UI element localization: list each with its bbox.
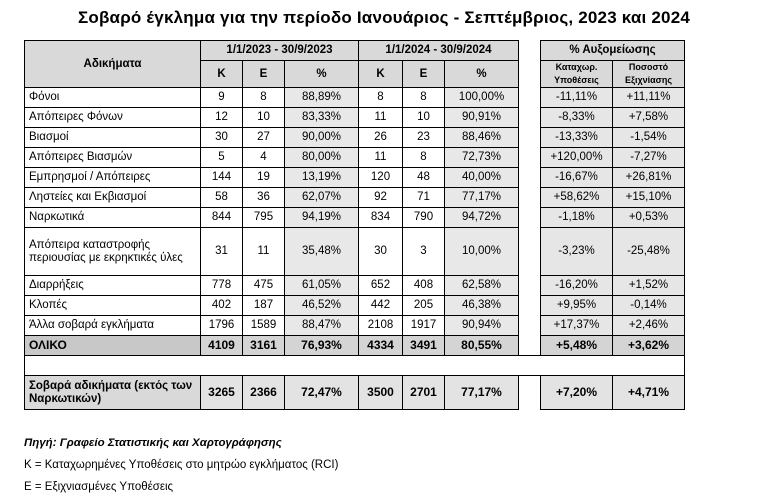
cell-e24: 48 xyxy=(403,168,445,188)
cell-change-solved: -1,54% xyxy=(613,128,685,148)
cell-change-solved: -7,27% xyxy=(613,148,685,168)
offence-name: Φόνοι xyxy=(25,88,201,108)
table-row xyxy=(25,296,685,316)
cell-e24: 205 xyxy=(403,296,445,316)
cell-p24: 10,00% xyxy=(445,228,519,276)
table-row xyxy=(25,336,685,356)
cell-p24: 46,38% xyxy=(445,296,519,316)
cell-p24: 62,58% xyxy=(445,276,519,296)
cell-e23: 11 xyxy=(243,228,285,276)
header-e-2024: Ε xyxy=(403,61,445,88)
cell-k23: 778 xyxy=(201,276,243,296)
cell-e24: 408 xyxy=(403,276,445,296)
offence-name: Ληστείες και Εκβιασμοί xyxy=(25,188,201,208)
cell-e24: 3 xyxy=(403,228,445,276)
table-row xyxy=(25,88,685,108)
cell-e24: 2701 xyxy=(403,376,445,410)
cell-e24: 8 xyxy=(403,148,445,168)
cell-change-solved: +7,58% xyxy=(613,108,685,128)
cell-k23: 3265 xyxy=(201,376,243,410)
cell-e23: 36 xyxy=(243,188,285,208)
offence-name: Σοβαρά αδικήματα (εκτός των Ναρκωτικών) xyxy=(25,376,201,410)
cell-e24: 790 xyxy=(403,208,445,228)
cell-e23: 3161 xyxy=(243,336,285,356)
cell-k24: 442 xyxy=(359,296,403,316)
offence-name: Απόπειρα καταστροφής περιουσίας με εκρηκτικές ύλες xyxy=(25,228,201,276)
cell-change-solved: +15,10% xyxy=(613,188,685,208)
cell-k24: 11 xyxy=(359,108,403,128)
header-change-registered: Καταχωρ. Υποθέσεις xyxy=(541,61,613,88)
cell-p24: 100,00% xyxy=(445,88,519,108)
crime-table xyxy=(24,40,685,410)
table-row xyxy=(25,148,685,168)
cell-e23: 10 xyxy=(243,108,285,128)
cell-change-solved: +2,46% xyxy=(613,316,685,336)
cell-change-solved: +11,11% xyxy=(613,88,685,108)
source-note: Πηγή: Γραφείο Στατιστικής και Χαρτογράφησης xyxy=(24,437,282,449)
table-row xyxy=(25,168,685,188)
cell-p24: 77,17% xyxy=(445,188,519,208)
table-row xyxy=(25,128,685,148)
cell-k24: 3500 xyxy=(359,376,403,410)
table-row xyxy=(25,108,685,128)
cell-change-registered: -16,67% xyxy=(541,168,613,188)
cell-k24: 4334 xyxy=(359,336,403,356)
cell-p24: 88,46% xyxy=(445,128,519,148)
cell-change-registered: -13,33% xyxy=(541,128,613,148)
cell-p23: 83,33% xyxy=(285,108,359,128)
cell-change-registered: -1,18% xyxy=(541,208,613,228)
e-legend: Ε = Εξιχνιασμένες Υποθέσεις xyxy=(24,481,174,493)
cell-change-registered: +58,62% xyxy=(541,188,613,208)
cell-p23: 88,89% xyxy=(285,88,359,108)
header-k-2024: Κ xyxy=(359,61,403,88)
table-row xyxy=(25,376,685,410)
cell-k24: 92 xyxy=(359,188,403,208)
cell-change-registered: -8,33% xyxy=(541,108,613,128)
table-row xyxy=(25,316,685,336)
cell-k23: 31 xyxy=(201,228,243,276)
cell-e23: 1589 xyxy=(243,316,285,336)
offence-name: Κλοπές xyxy=(25,296,201,316)
table-row xyxy=(25,188,685,208)
cell-k23: 58 xyxy=(201,188,243,208)
cell-change-registered: +5,48% xyxy=(541,336,613,356)
offence-name: Άλλα σοβαρά εγκλήματα xyxy=(25,316,201,336)
table-row xyxy=(25,276,685,296)
offence-name: Εμπρησμοί / Απόπειρες xyxy=(25,168,201,188)
cell-change-solved: +1,52% xyxy=(613,276,685,296)
offence-name: Απόπειρες Φόνων xyxy=(25,108,201,128)
offence-name: Διαρρήξεις xyxy=(25,276,201,296)
cell-e24: 10 xyxy=(403,108,445,128)
cell-p23: 72,47% xyxy=(285,376,359,410)
cell-p24: 90,94% xyxy=(445,316,519,336)
cell-change-registered: +7,20% xyxy=(541,376,613,410)
cell-e24: 71 xyxy=(403,188,445,208)
cell-change-registered: +17,37% xyxy=(541,316,613,336)
cell-k24: 120 xyxy=(359,168,403,188)
cell-p23: 90,00% xyxy=(285,128,359,148)
header-change: % Αυξομείωσης xyxy=(541,41,685,61)
cell-k24: 8 xyxy=(359,88,403,108)
cell-change-registered: +9,95% xyxy=(541,296,613,316)
cell-k23: 30 xyxy=(201,128,243,148)
cell-e23: 2366 xyxy=(243,376,285,410)
offence-name: Βιασμοί xyxy=(25,128,201,148)
cell-change-solved: -0,14% xyxy=(613,296,685,316)
cell-k23: 144 xyxy=(201,168,243,188)
cell-k23: 844 xyxy=(201,208,243,228)
header-period-2023: 1/1/2023 - 30/9/2023 xyxy=(201,41,359,61)
cell-p24: 90,91% xyxy=(445,108,519,128)
cell-k23: 402 xyxy=(201,296,243,316)
cell-e24: 23 xyxy=(403,128,445,148)
cell-change-registered: -16,20% xyxy=(541,276,613,296)
cell-k23: 4109 xyxy=(201,336,243,356)
header-pct-2023: % xyxy=(285,61,359,88)
header-k-2023: Κ xyxy=(201,61,243,88)
cell-k24: 30 xyxy=(359,228,403,276)
offence-name: ΟΛΙΚΟ xyxy=(25,336,201,356)
cell-k23: 1796 xyxy=(201,316,243,336)
cell-change-solved: +3,62% xyxy=(613,336,685,356)
cell-change-solved: +0,53% xyxy=(613,208,685,228)
cell-p23: 94,19% xyxy=(285,208,359,228)
offence-name: Ναρκωτικά xyxy=(25,208,201,228)
header-change-solved: Ποσοστό Εξιχνίασης xyxy=(613,61,685,88)
header-pct-2024: % xyxy=(445,61,519,88)
cell-e23: 8 xyxy=(243,88,285,108)
cell-k23: 9 xyxy=(201,88,243,108)
k-legend: Κ = Καταχωρημένες Υποθέσεις στο μητρώο εγκλήματος (RCI) xyxy=(24,459,339,471)
cell-e23: 187 xyxy=(243,296,285,316)
cell-e23: 27 xyxy=(243,128,285,148)
cell-k23: 12 xyxy=(201,108,243,128)
cell-k24: 652 xyxy=(359,276,403,296)
cell-p24: 77,17% xyxy=(445,376,519,410)
cell-p24: 40,00% xyxy=(445,168,519,188)
offence-name: Απόπειρες Βιασμών xyxy=(25,148,201,168)
header-e-2023: Ε xyxy=(243,61,285,88)
cell-p23: 80,00% xyxy=(285,148,359,168)
table-row xyxy=(25,208,685,228)
cell-e24: 1917 xyxy=(403,316,445,336)
cell-p24: 80,55% xyxy=(445,336,519,356)
cell-k24: 2108 xyxy=(359,316,403,336)
cell-p23: 76,93% xyxy=(285,336,359,356)
cell-p24: 94,72% xyxy=(445,208,519,228)
cell-k23: 5 xyxy=(201,148,243,168)
cell-p23: 35,48% xyxy=(285,228,359,276)
header-offences: Αδικήματα xyxy=(25,41,201,88)
cell-e24: 3491 xyxy=(403,336,445,356)
cell-e23: 475 xyxy=(243,276,285,296)
cell-p23: 88,47% xyxy=(285,316,359,336)
cell-e24: 8 xyxy=(403,88,445,108)
cell-p23: 46,52% xyxy=(285,296,359,316)
cell-p23: 61,05% xyxy=(285,276,359,296)
cell-change-solved: -25,48% xyxy=(613,228,685,276)
notes xyxy=(24,432,338,498)
page-title: Σοβαρό έγκλημα για την περίοδο Ιανουάριος - Σεπτέμβριος, 2023 και 2024 xyxy=(77,8,690,27)
cell-change-registered: -11,11% xyxy=(541,88,613,108)
cell-p24: 72,73% xyxy=(445,148,519,168)
cell-p23: 13,19% xyxy=(285,168,359,188)
cell-k24: 11 xyxy=(359,148,403,168)
cell-e23: 19 xyxy=(243,168,285,188)
cell-k24: 26 xyxy=(359,128,403,148)
cell-p23: 62,07% xyxy=(285,188,359,208)
cell-k24: 834 xyxy=(359,208,403,228)
table-row xyxy=(25,228,685,276)
cell-change-solved: +4,71% xyxy=(613,376,685,410)
cell-e23: 4 xyxy=(243,148,285,168)
cell-change-registered: -3,23% xyxy=(541,228,613,276)
cell-change-solved: +26,81% xyxy=(613,168,685,188)
cell-e23: 795 xyxy=(243,208,285,228)
cell-change-registered: +120,00% xyxy=(541,148,613,168)
header-period-2024: 1/1/2024 - 30/9/2024 xyxy=(359,41,519,61)
